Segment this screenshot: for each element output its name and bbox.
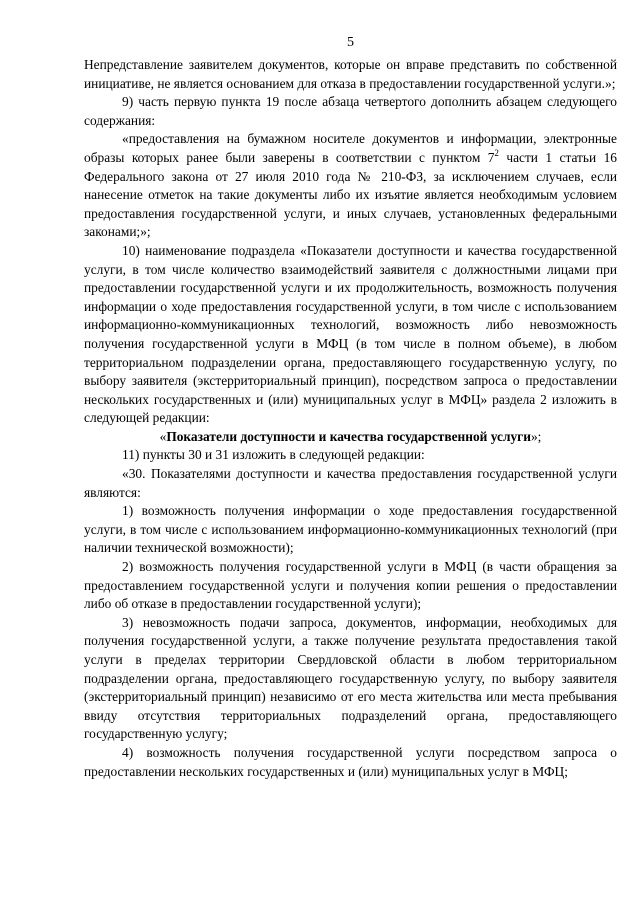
paragraph-item-11: 11) пункты 30 и 31 изложить в следующей редакции: — [122, 447, 425, 463]
list-item-3: 3) невозможность подачи запроса, документов, информации, необходимых для получения государственной услуги, а также получение результата предоставления такой услуги в пределах территории Свердловской области в любом территориальном подразделении органа, предоставляющего государственную услугу, по выбору заявителя (экстерриториальный принцип) независимо от его места жительства или места пребывания ввиду отсутствия территориальных подразделений органа, предоставляющего государственную услугу; — [84, 614, 617, 742]
page-number: 5 — [347, 35, 354, 50]
subsection-heading — [84, 428, 617, 447]
list-item-2: 2) возможность получения государственной услуги в МФЦ (в части обращения за предоставлением государственной услуги и получения копии решения о предоставлении либо об отказе в предоставлении государственной услуги); — [84, 559, 617, 612]
paragraph-paper-documents-part2: части 1 статьи 16 Федерального закона от 27 июля 2010 года № 210-ФЗ, за исключением случаев, если нанесение отметок на такие документы либо их изъятие является необходимым условием предоставления государственной услуги, и иных случаев, установленных федеральными законами;»; — [84, 149, 617, 240]
paragraph-item-9: 9) часть первую пункта 19 после абзаца четвертого дополнить абзацем следующего содержания: — [84, 94, 617, 128]
list-item-1: 1) возможность получения информации о ходе предоставления государственной услуги, в том числе с использованием информационно-коммуникационных технологий (при наличии технической возможности); — [84, 503, 617, 556]
paragraph-point-30: «30. Показателями доступности и качества предоставления государственной услуги являются: — [84, 466, 617, 500]
paragraph-paper-documents-part1: «предоставления на бумажном носителе документов и информации, электронные образы которых ранее были заверены в соответствии с пунктом 7 — [84, 131, 617, 165]
list-item-4: 4) возможность получения государственной услуги посредством запроса о предоставлении нескольких государственных и (или) муниципальных услуг в МФЦ; — [84, 744, 617, 779]
heading-open-quote: « — [159, 428, 167, 444]
heading-close-quote: »; — [530, 428, 542, 444]
heading-bold-text: Показатели доступности и качества государственной услуги — [166, 428, 531, 444]
superscript-2: 2 — [494, 147, 499, 158]
paragraph-paper-documents — [84, 130, 617, 242]
paragraph-documents-not-submitted: Непредставление заявителем документов, которые он вправе представить по собственной инициативе, не является основанием для отказа в предоставлении государственной услуги.»; — [84, 57, 617, 91]
document-page — [84, 34, 617, 781]
paragraph-item-10: 10) наименование подраздела «Показатели доступности и качества государственной услуги, в том числе количество взаимодействий заявителя с должностными лицами при предоставлении государственной услуги и их продолжительность, возможность получения информации о ходе предоставления государственной услуги, в том числе с использованием информационно-коммуникационных технологий, возможность либо невозможность получения государственной услуги в МФЦ (в том числе в полном объеме), в любом территориальном подразделении органа, предоставляющего государственную услугу, по выбору заявителя (экстерриториальный принцип), посредством запроса о предоставлении нескольких государственных и (или) муниципальных услуг в МФЦ» раздела 2 изложить в следующей редакции: — [84, 242, 617, 426]
